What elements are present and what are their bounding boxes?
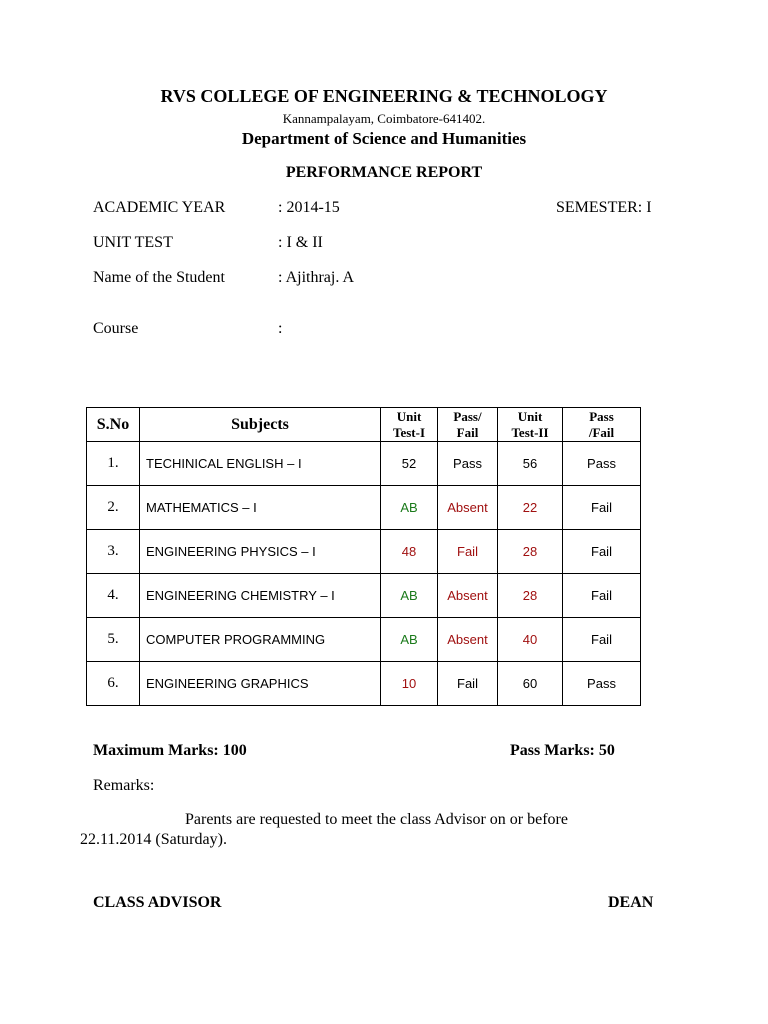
maximum-marks: Maximum Marks: 100 <box>93 742 247 759</box>
row-pass-fail-2: Fail <box>563 618 641 662</box>
row-sno: 1. <box>87 442 140 486</box>
course-label: Course <box>93 320 139 337</box>
department-name: Department of Science and Humanities <box>241 129 527 148</box>
row-unit-test-1: AB <box>381 486 438 530</box>
row-unit-test-2: 28 <box>498 574 563 618</box>
row-sno: 4. <box>87 574 140 618</box>
header-sno: S.No <box>87 408 140 442</box>
row-sno: 6. <box>87 662 140 706</box>
remarks-text-line1: Parents are requested to meet the class Advisor on or before <box>185 811 568 828</box>
row-pass-fail-2: Fail <box>563 486 641 530</box>
row-pass-fail-2: Fail <box>563 574 641 618</box>
college-name: RVS COLLEGE OF ENGINEERING & TECHNOLOGY <box>160 86 608 106</box>
row-unit-test-2: 60 <box>498 662 563 706</box>
row-subject: COMPUTER PROGRAMMING <box>140 618 381 662</box>
row-pass-fail-1: Absent <box>438 618 498 662</box>
student-name-label: Name of the Student <box>93 269 225 286</box>
row-sno: 2. <box>87 486 140 530</box>
remarks-label: Remarks: <box>93 777 155 794</box>
row-subject: ENGINEERING PHYSICS – I <box>140 530 381 574</box>
row-unit-test-1: AB <box>381 618 438 662</box>
header-subjects: Subjects <box>140 408 381 442</box>
row-unit-test-1: 10 <box>381 662 438 706</box>
header-unit-test-2 <box>498 408 563 442</box>
row-unit-test-2: 22 <box>498 486 563 530</box>
table-row <box>87 618 641 662</box>
header-pass-fail-1 <box>438 408 498 442</box>
header-pass-fail-2-line1: Pass <box>589 408 614 424</box>
row-pass-fail-2: Pass <box>563 662 641 706</box>
dean-signature-label: DEAN <box>608 894 654 911</box>
row-unit-test-2: 40 <box>498 618 563 662</box>
row-subject: ENGINEERING CHEMISTRY – I <box>140 574 381 618</box>
row-pass-fail-1: Absent <box>438 574 498 618</box>
header-unit-test-1-line2: Test-I <box>392 424 426 440</box>
header-pass-fail-2 <box>563 408 641 442</box>
table-row <box>87 486 641 530</box>
table-header-row <box>87 408 641 442</box>
unit-test-value: : I & II <box>278 234 323 251</box>
row-unit-test-1: 52 <box>381 442 438 486</box>
row-unit-test-2: 28 <box>498 530 563 574</box>
table-row <box>87 442 641 486</box>
row-pass-fail-2: Pass <box>563 442 641 486</box>
header-unit-test-1-line1: Unit <box>396 408 422 424</box>
row-subject: ENGINEERING GRAPHICS <box>140 662 381 706</box>
table-row <box>87 530 641 574</box>
college-address: Kannampalayam, Coimbatore-641402. <box>282 111 486 126</box>
row-unit-test-1: AB <box>381 574 438 618</box>
pass-marks: Pass Marks: 50 <box>510 742 615 759</box>
academic-year-label: ACADEMIC YEAR <box>93 199 226 216</box>
header-pass-fail-1-line2: Fail <box>456 424 479 440</box>
row-pass-fail-1: Absent <box>438 486 498 530</box>
remarks-text-line2: 22.11.2014 (Saturday). <box>80 831 227 848</box>
row-pass-fail-1: Fail <box>438 530 498 574</box>
marks-table <box>86 407 641 706</box>
row-subject: TECHINICAL ENGLISH – I <box>140 442 381 486</box>
header-pass-fail-1-line1: Pass/ <box>453 408 482 424</box>
header-unit-test-2-line1: Unit <box>517 408 543 424</box>
academic-year-value: : 2014-15 <box>278 199 340 216</box>
class-advisor-signature-label: CLASS ADVISOR <box>93 894 222 911</box>
header-unit-test-1 <box>381 408 438 442</box>
row-sno: 3. <box>87 530 140 574</box>
table-row <box>87 662 641 706</box>
row-pass-fail-1: Pass <box>438 442 498 486</box>
unit-test-label: UNIT TEST <box>93 234 173 251</box>
row-subject: MATHEMATICS – I <box>140 486 381 530</box>
row-pass-fail-1: Fail <box>438 662 498 706</box>
semester: SEMESTER: I <box>556 199 652 216</box>
table-row <box>87 574 641 618</box>
student-name-value: : Ajithraj. A <box>278 269 354 286</box>
row-pass-fail-2: Fail <box>563 530 641 574</box>
row-unit-test-1: 48 <box>381 530 438 574</box>
header-unit-test-2-line2: Test-II <box>511 424 549 440</box>
row-sno: 5. <box>87 618 140 662</box>
course-value: : <box>278 320 283 337</box>
report-title: PERFORMANCE REPORT <box>285 164 483 181</box>
row-unit-test-2: 56 <box>498 442 563 486</box>
header-pass-fail-2-line2: /Fail <box>588 424 615 440</box>
